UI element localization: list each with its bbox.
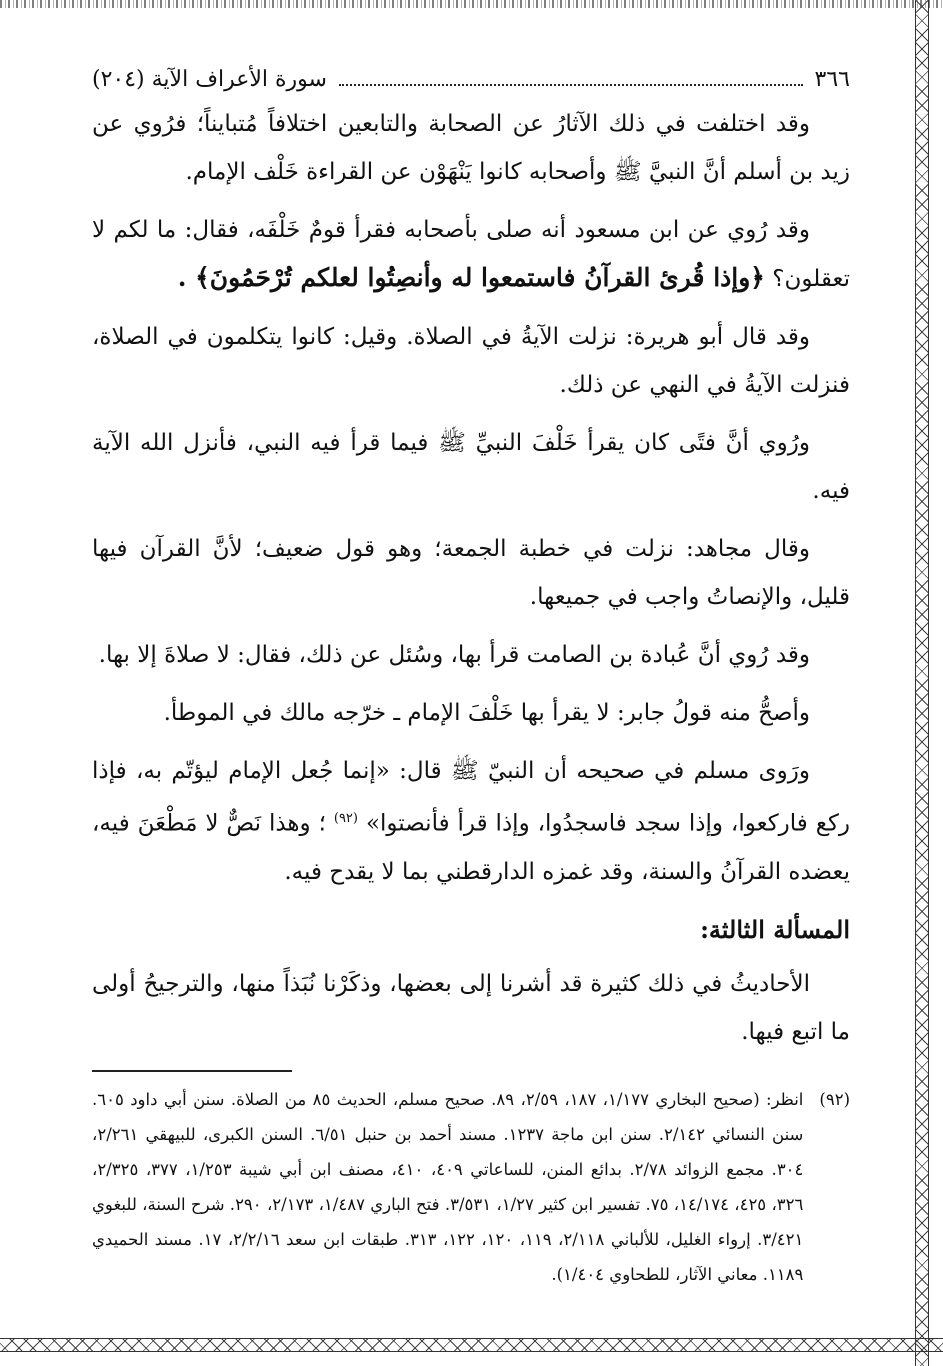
footnote-separator [92,1070,292,1072]
paragraph-6: وقد رُوي أنَّ عُبادة بن الصامت قرأ بها، وسُئل عن ذلك، فقال: لا صلاةَ إلا بها. [98,642,810,668]
footnote [92,1082,850,1292]
paragraph-4: ورُوي أنَّ فتًى كان يقرأ خَلْفَ النبيِّ ﷺ فيما قرأ فيه النبي، فأنزل الله الآية فيه. [92,430,850,504]
paragraph-1: وقد اختلفت في ذلك الآثارُ عن الصحابة والتابعين اختلافاً مُتبايناً؛ فرُوي عن زيد بن أسلم أنَّ النبيَّ ﷺ وأصحابه كانوا يَنْهَوْن عن القراءة خَلْف الإمام. [92,111,850,185]
paragraph-3: وقد قال أبو هريرة: نزلت الآيةُ في الصلاة. وقيل: كانوا يتكلمون في الصلاة، فنزلت الآيةُ في النهي عن ذلك. [92,324,850,398]
page-border-right [915,0,929,1366]
quran-verse: ﴿وإذا قُرئ القرآنُ فاستمعوا له وأنصِتُوا لعلكم تُرْحَمُونَ﴾ . [177,263,765,292]
footnote-reference: (٩٢) [333,811,358,826]
header-dotted-leader [339,62,803,86]
paragraph-8 [92,747,850,896]
paragraph-2-text: وقد رُوي عن ابن مسعود أنه صلى بأصحابه فقرأ قومٌ خَلْفَه، فقال: ما لكم لا تعقلون؟ [92,217,850,292]
page-border-top [0,0,943,8]
footnote-text: انظر: (صحيح البخاري ١/١٧٧، ١٨٧، ٢/٥٩، ٨٩. صحيح مسلم، الحديث ٨٥ من الصلاة. سنن أبي داود ٦٠٥. سنن النسائي ٢/١٤٢. سنن ابن ماجة ١٢٣٧. مسند أحمد بن حنبل ٦/٥١. السنن الكبرى، للبيهقي ٢/٢٦١، ٣٠٤. مجمع الزوائد ٢/٧٨. بدائع المنن، للساعاتي ٤٠٩، ٤١٠، مصنف ابن أبي شيبة ١/٢٥٣، ٣٧٧، ٢/٣٢٥، ٣٢٦، ٤٢٥، ١٤/١٧٤، ٧٥. تفسير ابن كثير ١/٢٧، ٣/٥٣١. فتح الباري ١/٤٨٧، ٢/١٧٣، ٢٩٠. شرح السنة، للبغوي ٣/٤٢١. إرواء الغليل، للألباني ٢/١١٨، ١١٩، ١٢٠، ١٢٢، ٣١٣. طبقات ابن سعد ٢/٢/١٦، ١٧. مسند الحميدي ١١٨٩. معاني الآثار، للطحاوي ١/٤٠٤). [92,1089,804,1284]
page-number: ٣٦٦ [814,67,850,92]
page-border-bottom [0,1338,943,1352]
running-header [92,60,850,100]
section-heading: المسألة الثالثة: [700,914,850,944]
paragraph-2 [92,206,850,303]
footnote-number: (٩٢) [819,1089,850,1109]
book-page [92,60,850,1292]
paragraph-8-tail: ؛ وهذا نَصٌّ لا مَطْعَنَ فيه، يعضده القرآنُ والسنة، وقد غمزه الدارقطني بما لا يقدح فيه. [92,810,850,885]
paragraph-7: وأصحُّ منه قولُ جابر: لا يقرأ بها خَلْفَ الإمام ـ خرّجه مالك في الموطأ. [163,700,810,726]
surah-title: سورة الأعراف الآية (٢٠٤) [92,67,327,92]
paragraph-8-text: ورَوى مسلم في صحيحه أن النبيّ ﷺ قال: «إنما جُعل الإمام ليؤتّم به، فإذا ركع فاركعوا، وإذا سجد فاسجدُوا، وإذا قرأ فأنصتوا» [92,758,850,837]
paragraph-9: الأحاديثُ في ذلك كثيرة قد أشرنا إلى بعضها، وذكَرْنا نُبَذاً منها، والترجيحُ أولى ما اتبع فيها. [92,970,850,1045]
paragraph-5: وقال مجاهد: نزلت في خطبة الجمعة؛ وهو قول ضعيف؛ لأنَّ القرآن فيها قليل، والإنصاتُ واجب في جميعها. [92,536,850,610]
